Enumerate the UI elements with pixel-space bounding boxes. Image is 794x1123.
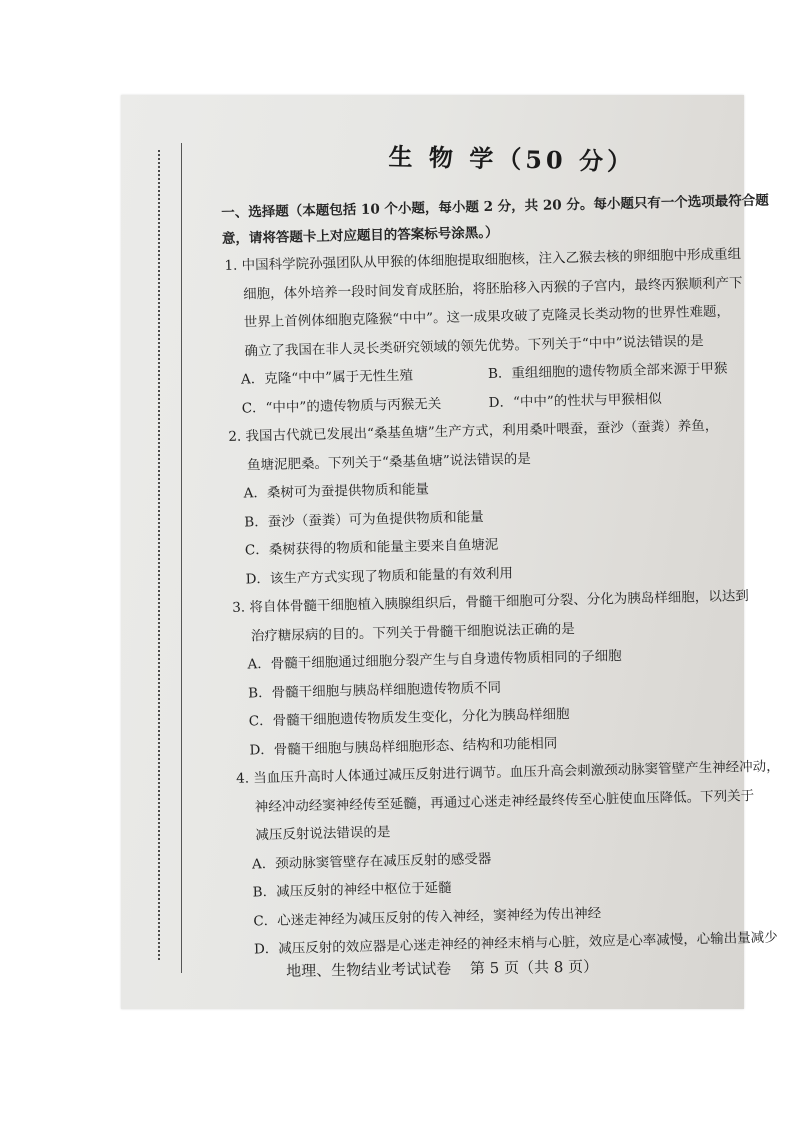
question-content (221, 188, 780, 964)
option-c: C．“中中”的遗传物质与丙猴无关 (241, 395, 442, 417)
option-d: D．该生产方式实现了物质和能量的有效利用 (245, 564, 514, 588)
question-stem-line: 2. 我国古代就已发展出“桑基鱼塘”生产方式，利用桑叶喂蚕，蚕沙（蚕粪）养鱼， (228, 417, 719, 445)
question-stem-line: 鱼塘泥肥桑。下列关于“桑基鱼塘”说法错误的是 (246, 450, 531, 473)
question-stem-line: 世界上首例体细胞克隆猴“中中”。这一成果攻破了克隆灵长类动物的世界性难题， (243, 303, 731, 331)
option-d: D．“中中”的性状与甲猴相似 (488, 390, 662, 411)
question-stem-line: 减压反射说法错误的是 (255, 824, 391, 844)
question-2 (226, 411, 740, 594)
footer-page-number: 第 5 页（共 8 页） (469, 957, 599, 978)
option-b: B．重组细胞的遗传物质全部来源于甲猴 (487, 360, 728, 382)
option-c: C．骨髓干细胞遗传物质发生变化，分化为胰岛样细胞 (248, 706, 570, 730)
question-stem-line: 3. 将自体骨髓干细胞植入胰腺组织后，骨髓干细胞可分裂、分化为胰岛样细胞，以达到 (232, 588, 749, 616)
exam-paper (121, 95, 780, 1009)
question-stem-line: 4. 当血压升高时人体通过减压反射进行调节。血压升高会刺激颈动脉窦管壁产生神经冲动， (235, 758, 780, 787)
question-stem-line: 神经冲动经窦神经传至延髓，再通过心迷走神经最终传至心脏使血压降低。下列关于 (254, 787, 755, 815)
question-4 (234, 753, 780, 964)
option-a: A．克隆“中中”属于无性生殖 (240, 367, 414, 388)
question-1 (222, 240, 743, 423)
option-a: A．桑树可为蚕提供物质和能量 (243, 481, 430, 502)
section-instruction-line-2: 意，请将答题卡上对应题目的答案标号涂黑。） (221, 224, 499, 247)
question-3 (230, 582, 749, 765)
option-d: D．骨髓干细胞与胰岛样细胞形态、结构和功能相同 (249, 735, 558, 758)
option-c: C．心迷走神经为减压反射的传入神经，窦神经为传出神经 (253, 905, 602, 929)
section-instruction-line-1: 一、选择题（本题包括 10 个小题，每小题 2 分，共 20 分。每小题只有一个选项最符合题 (221, 192, 770, 221)
option-d: D．减压反射的效应器是心迷走神经的神经末梢与心脏，效应是心率减慢，心输出量减少 (253, 929, 778, 958)
footer-exam-name: 地理、生物结业考试试卷 (286, 959, 452, 980)
question-stem-line: 治疗糖尿病的目的。下列关于骨髓干细胞说法正确的是 (250, 620, 575, 644)
option-b: B．蚕沙（蚕粪）可为鱼提供物质和能量 (244, 508, 484, 531)
option-b: B．减压反射的神经中枢位于延髓 (252, 879, 452, 901)
question-stem-line: 1. 中国科学院孙强团队从甲猴的体细胞提取细胞核，注入乙猴去核的卵细胞中形成重组 (224, 246, 742, 274)
question-stem-line: 确立了我国在非人灵长类研究领域的领先优势。下列关于“中中”说法错误的是 (244, 332, 704, 360)
question-stem-line: 细胞，体外培养一段时间发育成胚胎，将胚胎移入丙猴的子宫内，最终丙猴顺利产下 (242, 274, 743, 303)
option-b: B．骨髓干细胞与胰岛样细胞遗传物质不同 (248, 679, 502, 702)
option-a: A．骨髓干细胞通过细胞分裂产生与自身遗传物质相同的子细胞 (247, 648, 622, 673)
page-footer (286, 955, 612, 981)
binding-dotted-line (158, 150, 160, 960)
binding-solid-line (181, 143, 182, 973)
page-title: 生 物 学（50 分） (388, 141, 636, 177)
option-c: C．桑树获得的物质和能量主要来自鱼塘泥 (244, 536, 499, 559)
option-a: A．颈动脉窦管壁存在减压反射的感受器 (251, 850, 492, 872)
